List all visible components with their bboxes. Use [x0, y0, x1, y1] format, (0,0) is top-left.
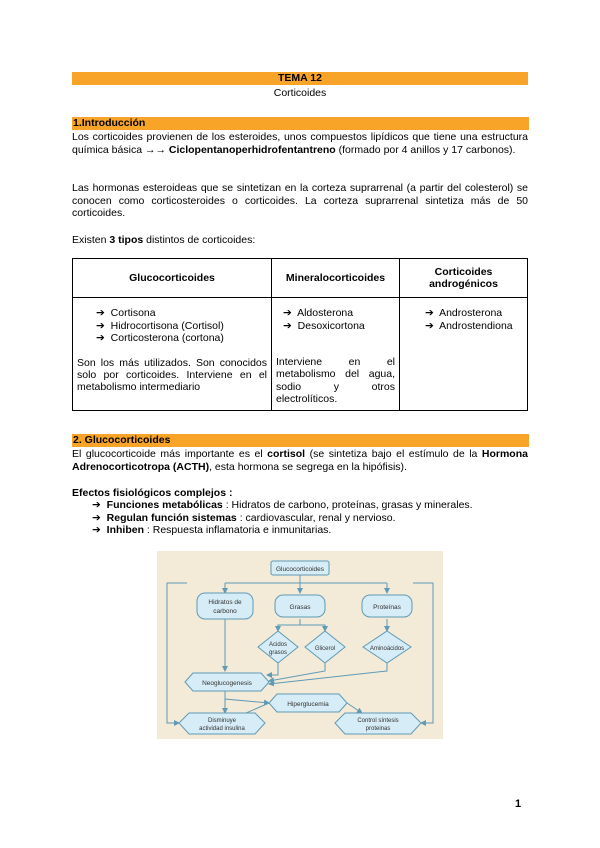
node-neoglucogenesis-label: Neoglucogenesis [202, 680, 252, 687]
arrow-icon: ➔ [92, 499, 101, 511]
mineral-item: Aldosterona [297, 307, 354, 319]
list-item [425, 320, 526, 333]
gluco-p1-bold: cortisol [267, 448, 306, 460]
andro-cell [400, 298, 528, 411]
effect-text: : cardiovascular, renal y nervioso. [236, 511, 396, 524]
arrow-icon: ➔ [283, 307, 292, 319]
mineral-item: Desoxicortona [297, 319, 365, 332]
intro-heading: 1.Introducción [73, 117, 146, 129]
arrow-icon: ➔ [96, 319, 105, 332]
node-hidratos-carbono [197, 593, 253, 619]
andro-list [401, 299, 526, 332]
gluco-heading-bar [72, 434, 529, 447]
node-proteinas-label: Proteínas [373, 604, 401, 611]
node-glucocorticoides-label: Glucocorticoides [275, 566, 325, 573]
mineral-list [273, 299, 398, 332]
node-glicerol-label: Glicerol [314, 646, 336, 652]
list-item [92, 524, 528, 537]
list-item [92, 512, 528, 525]
gluco-p1-text-3: , esta hormona se segrega en la hipófisis). [209, 460, 407, 473]
arrow-icon: ➔ [92, 511, 101, 524]
andro-item: Androsterona [439, 307, 503, 319]
corticoid-types-table [72, 258, 528, 411]
gluco-item: Cortisona [110, 307, 156, 319]
doc-title-bar [72, 72, 528, 85]
effect-text: : Respuesta inflamatoria e inmunitarias. [144, 524, 332, 537]
node-acidos-label-1: Acidos [268, 642, 288, 648]
intro-paragraph-3 [72, 234, 528, 247]
intro-paragraph-1 [72, 131, 528, 156]
node-grasas-label: Grasas [289, 604, 311, 611]
intro-p3-text: Existen [72, 234, 110, 246]
arrow-icon: ➔ [283, 319, 292, 332]
node-hiperglucemia-label: Hiperglucemia [287, 701, 329, 708]
doc-title: TEMA 12 [278, 72, 322, 84]
gluco-p1-text: El glucocorticoide más importante es el [72, 448, 268, 460]
header-glucocorticoides: Glucocorticoides [73, 259, 272, 298]
arrow-icon: ➔ [92, 524, 101, 537]
list-item [96, 332, 270, 345]
node-disminuye-label-1: Disminuye [207, 718, 237, 724]
andro-item: Androstendiona [439, 319, 513, 332]
intro-paragraph-2: Las hormonas esteroideas que se sintetizan en la corteza suprarrenal (a partir del colesterol) se conocen como corticosteroides o corticoides. La corteza suprarrenal sintetiza más de 50 corticoides. [72, 182, 528, 220]
intro-heading-bar [72, 117, 529, 130]
gluco-item: Corticosterona (cortona) [110, 332, 224, 345]
table-header-row [73, 259, 528, 298]
list-item [425, 307, 526, 320]
arrow-icon: ➔ [96, 307, 105, 319]
intro-p1-text-end: (formado por 4 anillos y 17 carbonos). [335, 143, 516, 156]
node-hidratos-label-2: carbono [213, 608, 237, 615]
page-number: 1 [515, 798, 522, 810]
mineral-description: Interviene en el metabolismo del agua, sodio y otros electrolíticos. [276, 356, 396, 405]
effects-list [92, 499, 528, 537]
intro-p3-bold: 3 tipos [109, 234, 144, 246]
intro-p1-text: Los corticoides provienen de los esteroides, unos compuestos lipídicos que tiene una estructura química básica →→ [72, 131, 528, 156]
gluco-p1-text-2: (se sintetiza bajo el estímulo de la [305, 448, 482, 460]
header-mineralocorticoides: Mineralocorticoides [272, 259, 400, 298]
gluco-paragraph [72, 448, 528, 473]
gluco-p1-bold-2: Hormona Adrenocorticotropa (ACTH) [72, 448, 528, 473]
header-androgenicos: Corticoides androgénicos [400, 259, 528, 298]
node-control-label-1: Control síntesis [357, 718, 399, 724]
arrow-icon: ➔ [96, 332, 105, 345]
effect-text: : Hidratos de carbono, proteínas, grasas y minerales. [222, 499, 473, 511]
effect-label: Regulan función sistemas [106, 511, 237, 524]
node-hidratos-label-1: Hidratos de [208, 599, 242, 606]
list-item [283, 307, 398, 320]
gluco-cell [73, 298, 272, 411]
effect-label: Funciones metabólicas [106, 499, 223, 511]
gluco-item: Hidrocortisona (Cortisol) [110, 319, 224, 332]
gluco-heading: 2. Glucocorticoides [73, 434, 171, 446]
effects-title: Efectos fisiológicos complejos : [72, 487, 233, 499]
glucocorticoid-flow-diagram [157, 551, 443, 739]
arrow-icon: ➔ [425, 319, 434, 332]
doc-subtitle: Corticoides [273, 87, 327, 99]
list-item [283, 320, 398, 333]
table-body-row [73, 298, 528, 411]
effect-label: Inhiben [106, 524, 144, 537]
node-acidos-label-2: grasos [268, 650, 288, 656]
intro-p1-bold: Ciclopentanoperhidrofentantreno [168, 143, 336, 156]
gluco-description: Son los más utilizados. Son conocidos solo por corticoides. Interviene en el metabolismo intermediario [77, 356, 267, 394]
node-control-label-2: proteinas [365, 726, 391, 732]
mineral-cell [272, 298, 400, 411]
intro-p3-text-end: distintos de corticoides: [143, 234, 256, 246]
list-item [96, 307, 270, 320]
list-item [92, 499, 528, 512]
arrow-icon: ➔ [425, 307, 434, 319]
list-item [96, 320, 270, 333]
node-aminoacidos-label: Aminoácidos [369, 646, 405, 652]
node-disminuye-label-2: actividad insulina [199, 726, 245, 732]
gluco-list [74, 299, 270, 345]
